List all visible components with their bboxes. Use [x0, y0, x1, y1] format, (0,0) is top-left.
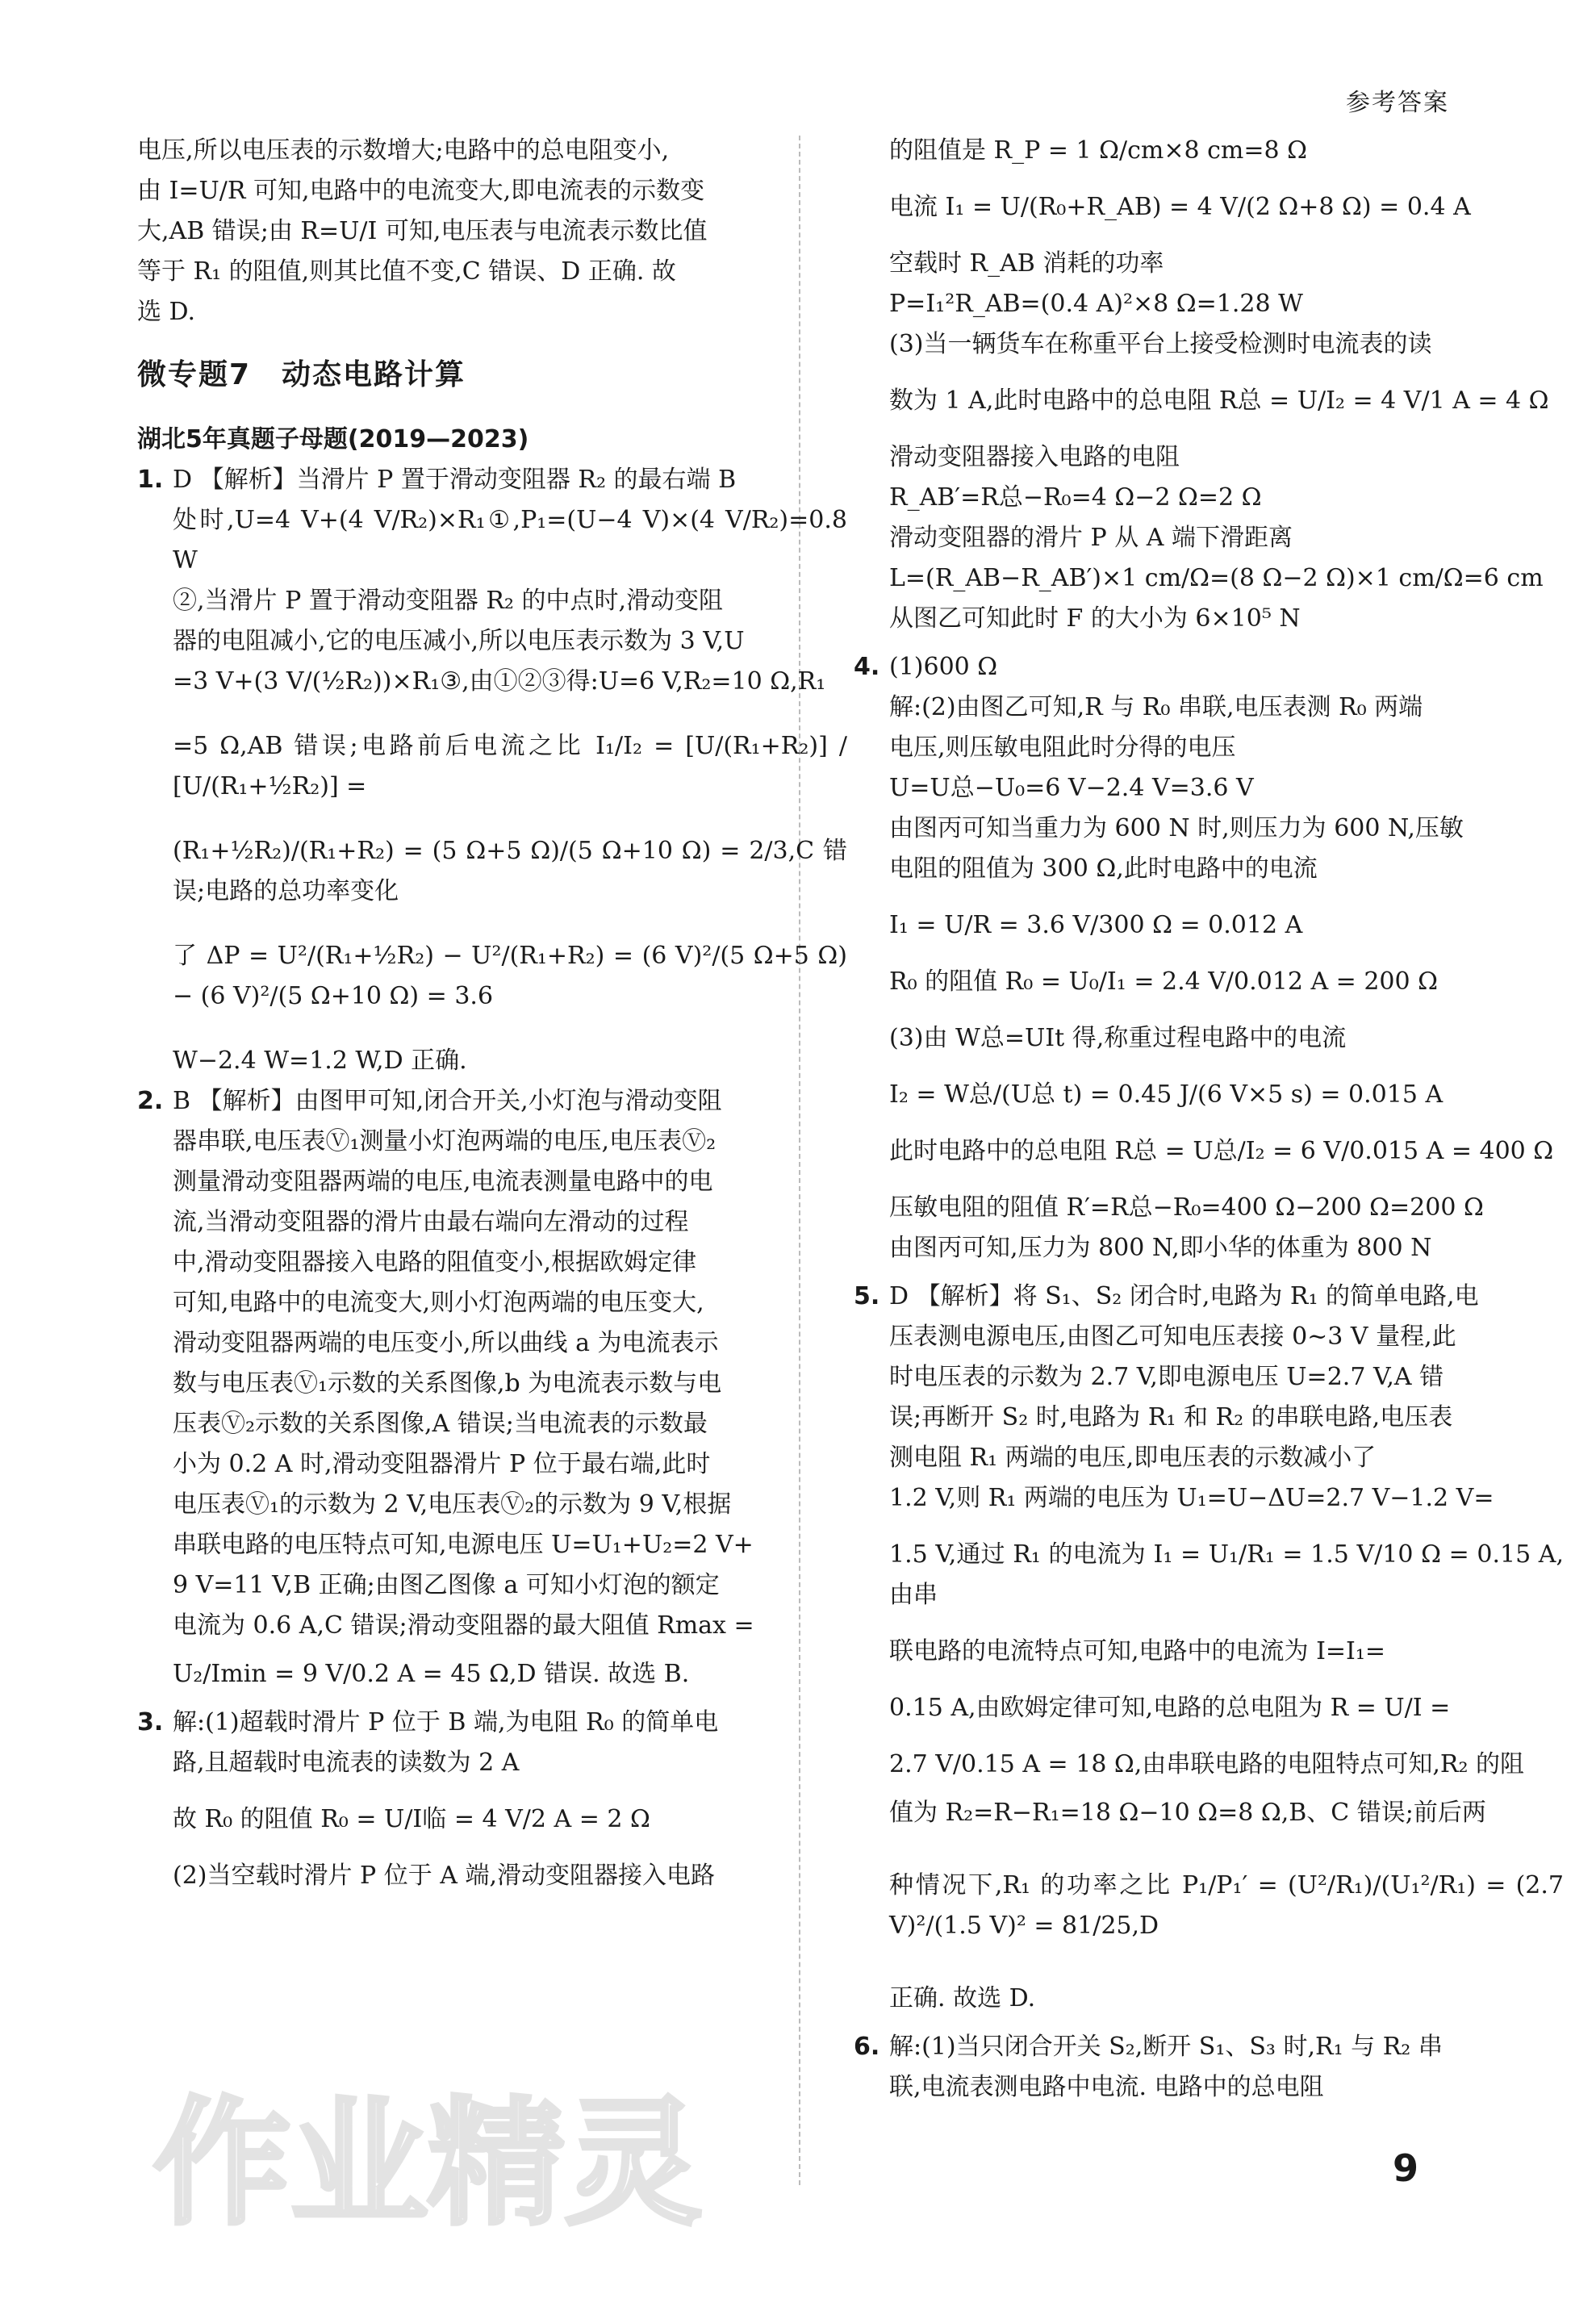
q5-line: 1.2 V,则 R₁ 两端的电压为 U₁=U−ΔU=2.7 V−1.2 V=	[889, 1484, 1494, 1512]
intro-line-5: 选 D.	[137, 298, 196, 326]
q3c-line: 滑动变阻器的滑片 P 从 A 端下滑距离	[889, 524, 1293, 552]
q5-line: 测电阻 R₁ 两端的电压,即电压表的示数减小了	[889, 1444, 1377, 1472]
q4-line: (1)600 Ω	[889, 653, 998, 681]
q4-line: 由图丙可知,压力为 800 N,即小华的体重为 800 N	[889, 1234, 1432, 1262]
q3c-line: 的阻值是 R_P = 1 Ω/cm×8 cm=8 Ω	[889, 136, 1308, 165]
q2-line: B 【解析】由图甲可知,闭合开关,小灯泡与滑动变阻	[173, 1087, 722, 1115]
left-column	[137, 131, 847, 1896]
q1-line: (R₁+½R₂)/(R₁+R₂) = (5 Ω+5 Ω)/(5 Ω+10 Ω) = 2/3,C 错误;电路的总功率变化	[173, 837, 847, 905]
watermark-logo	[145, 2066, 703, 2259]
q2-line: 测量滑动变阻器两端的电压,电流表测量电路中的电	[173, 1168, 713, 1196]
question-5	[854, 1277, 1564, 2019]
q4-line: U=U总−U₀=6 V−2.4 V=3.6 V	[889, 774, 1254, 802]
q1-line: =3 V+(3 V/(½R₂))×R₁③,由①②③得:U=6 V,R₂=10 Ω,R₁	[173, 667, 826, 696]
q5-line: 种情况下,R₁ 的功率之比 P₁/P₁′ = (U²/R₁)/(U₁²/R₁) = (2.7 V)²/(1.5 V)² = 81/25,D	[889, 1871, 1564, 1940]
q4-line: 解:(2)由图乙可知,R 与 R₀ 串联,电压表测 R₀ 两端	[889, 693, 1423, 721]
question-number: 6.	[854, 2033, 880, 2061]
q2-line: 器串联,电压表Ⓥ₁测量小灯泡两端的电压,电压表Ⓥ₂	[173, 1127, 717, 1156]
question-1	[137, 460, 847, 1081]
q4-line: 此时电路中的总电阻 R总 = U总/I₂ = 6 V/0.015 A = 400 Ω	[889, 1137, 1554, 1165]
q5-line: 时电压表的示数为 2.7 V,即电源电压 U=2.7 V,A 错	[889, 1363, 1444, 1391]
watermark-logo-graphic	[145, 2066, 703, 2259]
q3c-line: 从图乙可知此时 F 的大小为 6×10⁵ N	[889, 604, 1301, 633]
q6-line: 联,电流表测电路中电流. 电路中的总电阻	[889, 2073, 1324, 2101]
q4-line: I₁ = U/R = 3.6 V/300 Ω = 0.012 A	[889, 911, 1303, 939]
q3-line: 路,且超载时电流表的读数为 2 A	[173, 1749, 520, 1777]
question-3	[137, 1703, 847, 1896]
q5-line: 正确. 故选 D.	[889, 1984, 1036, 2012]
q4-line: I₂ = W总/(U总 t) = 0.45 J/(6 V×5 s) = 0.015 A	[889, 1080, 1444, 1109]
q3-line: 故 R₀ 的阻值 R₀ = U/I临 = 4 V/2 A = 2 Ω	[173, 1805, 650, 1833]
q2-line: U₂/Imin = 9 V/0.2 A = 45 Ω,D 错误. 故选 B.	[173, 1660, 690, 1688]
question-number: 3.	[137, 1708, 164, 1736]
header-label: 参考答案	[1346, 89, 1449, 117]
q2-line: 小为 0.2 A 时,滑动变阻器滑片 P 位于最右端,此时	[173, 1450, 711, 1478]
question-number: 1.	[137, 466, 164, 494]
q3c-line: P=I₁²R_AB=(0.4 A)²×8 Ω=1.28 W	[889, 290, 1303, 318]
q3-line: 解:(1)超载时滑片 P 位于 B 端,为电阻 R₀ 的简单电	[173, 1708, 719, 1736]
sub-heading: 湖北5年真题子母题(2019—2023)	[137, 425, 529, 453]
q3c-line: 数为 1 A,此时电路中的总电阻 R总 = U/I₂ = 4 V/1 A = 4 Ω	[889, 387, 1549, 415]
q3-line: (2)当空载时滑片 P 位于 A 端,滑动变阻器接入电路	[173, 1862, 716, 1890]
q2-line: 滑动变阻器两端的电压变小,所以曲线 a 为电流表示	[173, 1329, 719, 1357]
q2-line: 中,滑动变阻器接入电路的阻值变小,根据欧姆定律	[173, 1248, 697, 1277]
q5-line: 1.5 V,通过 R₁ 的电流为 I₁ = U₁/R₁ = 1.5 V/10 Ω = 0.15 A,由串	[889, 1540, 1564, 1609]
intro-line-1: 电压,所以电压表的示数增大;电路中的总电阻变小,	[137, 136, 670, 165]
q5-line: 误;再断开 S₂ 时,电路为 R₁ 和 R₂ 的串联电路,电压表	[889, 1403, 1453, 1431]
q5-line: 2.7 V/0.15 A = 18 Ω,由串联电路的电阻特点可知,R₂ 的阻	[889, 1750, 1525, 1778]
q1-line: D 【解析】当滑片 P 置于滑动变阻器 R₂ 的最右端 B	[173, 466, 737, 494]
q5-line: D 【解析】将 S₁、S₂ 闭合时,电路为 R₁ 的简单电路,电	[889, 1282, 1479, 1310]
q1-line: 器的电阻减小,它的电压减小,所以电压表示数为 3 V,U	[173, 627, 745, 655]
question-number: 2.	[137, 1087, 164, 1115]
question-6	[854, 2027, 1564, 2108]
question-number: 4.	[854, 653, 880, 681]
q4-line: 电阻的阻值为 300 Ω,此时电路中的电流	[889, 855, 1318, 883]
q3c-line: 滑动变阻器接入电路的电阻	[889, 443, 1180, 471]
q3c-line: 电流 I₁ = U/(R₀+R_AB) = 4 V/(2 Ω+8 Ω) = 0.4 A	[889, 193, 1471, 221]
q3c-line: 空载时 R_AB 消耗的功率	[889, 249, 1164, 278]
q6-line: 解:(1)当只闭合开关 S₂,断开 S₁、S₃ 时,R₁ 与 R₂ 串	[889, 2033, 1443, 2061]
q4-line: 由图丙可知当重力为 600 N 时,则压力为 600 N,压敏	[889, 814, 1464, 842]
q1-line: =5 Ω,AB 错误;电路前后电流之比 I₁/I₂ = [U/(R₁+R₂)] / [U/(R₁+½R₂)] =	[173, 732, 847, 800]
q4-line: (3)由 W总=UIt 得,称重过程电路中的电流	[889, 1024, 1347, 1052]
q1-line: 处时,U=4 V+(4 V/R₂)×R₁①,P₁=(U−4 V)×(4 V/R₂)=0.8 W	[173, 506, 847, 575]
intro-line-3: 大,AB 错误;由 R=U/I 可知,电压表与电流表示数比值	[137, 217, 708, 245]
page-number: 9	[1393, 2146, 1419, 2190]
q2-line: 串联电路的电压特点可知,电源电压 U=U₁+U₂=2 V+	[173, 1531, 754, 1559]
q2-line: 电压表Ⓥ₁的示数为 2 V,电压表Ⓥ₂的示数为 9 V,根据	[173, 1490, 732, 1519]
q4-line: R₀ 的阻值 R₀ = U₀/I₁ = 2.4 V/0.012 A = 200 Ω	[889, 967, 1438, 996]
q3c-line: R_AB′=R总−R₀=4 Ω−2 Ω=2 Ω	[889, 483, 1262, 512]
q2-line: 压表Ⓥ₂示数的关系图像,A 错误;当电流表的示数最	[173, 1410, 708, 1438]
q5-line: 值为 R₂=R−R₁=18 Ω−10 Ω=8 Ω,B、C 错误;前后两	[889, 1799, 1486, 1827]
question-2	[137, 1081, 847, 1695]
q5-line: 联电路的电流特点可知,电路中的电流为 I=I₁=	[889, 1637, 1386, 1665]
q2-line: 流,当滑动变阻器的滑片由最右端向左滑动的过程	[173, 1208, 689, 1236]
question-4	[854, 647, 1564, 1268]
q2-line: 可知,电路中的电流变大,则小灯泡两端的电压变大,	[173, 1289, 704, 1317]
q3c-line: L=(R_AB−R_AB′)×1 cm/Ω=(8 Ω−2 Ω)×1 cm/Ω=6 cm	[889, 564, 1544, 592]
q1-line: W−2.4 W=1.2 W,D 正确.	[173, 1047, 467, 1075]
intro-line-4: 等于 R₁ 的阻值,则其比值不变,C 错误、D 正确. 故	[137, 257, 676, 286]
q2-line: 数与电压表Ⓥ₁示数的关系图像,b 为电流表示数与电	[173, 1369, 722, 1398]
q5-line: 0.15 A,由欧姆定律可知,电路的总电阻为 R = U/I =	[889, 1694, 1451, 1722]
q3c-line: (3)当一辆货车在称重平台上接受检测时电流表的读	[889, 330, 1432, 358]
right-column	[854, 131, 1564, 2108]
question-number: 5.	[854, 1282, 880, 1310]
q2-line: 9 V=11 V,B 正确;由图乙图像 a 可知小灯泡的额定	[173, 1571, 720, 1599]
q1-line: ②,当滑片 P 置于滑动变阻器 R₂ 的中点时,滑动变阻	[173, 587, 724, 615]
intro-line-2: 由 I=U/R 可知,电路中的电流变大,即电流表的示数变	[137, 177, 705, 205]
q1-line: 了 ΔP = U²/(R₁+½R₂) − U²/(R₁+R₂) = (6 V)²/(5 Ω+5 Ω) − (6 V)²/(5 Ω+10 Ω) = 3.6	[173, 942, 847, 1010]
section-title: 微专题7 动态电路计算	[137, 358, 466, 391]
q2-line: 电流为 0.6 A,C 错误;滑动变阻器的最大阻值 Rmax =	[173, 1611, 754, 1640]
q4-line: 压敏电阻的阻值 R′=R总−R₀=400 Ω−200 Ω=200 Ω	[889, 1193, 1484, 1222]
question-3-continued	[854, 131, 1564, 639]
svg-text:作业精灵: 作业精灵	[153, 2084, 703, 2244]
q5-line: 压表测电源电压,由图乙可知电压表接 0~3 V 量程,此	[889, 1323, 1456, 1351]
q4-line: 电压,则压敏电阻此时分得的电压	[889, 733, 1236, 762]
